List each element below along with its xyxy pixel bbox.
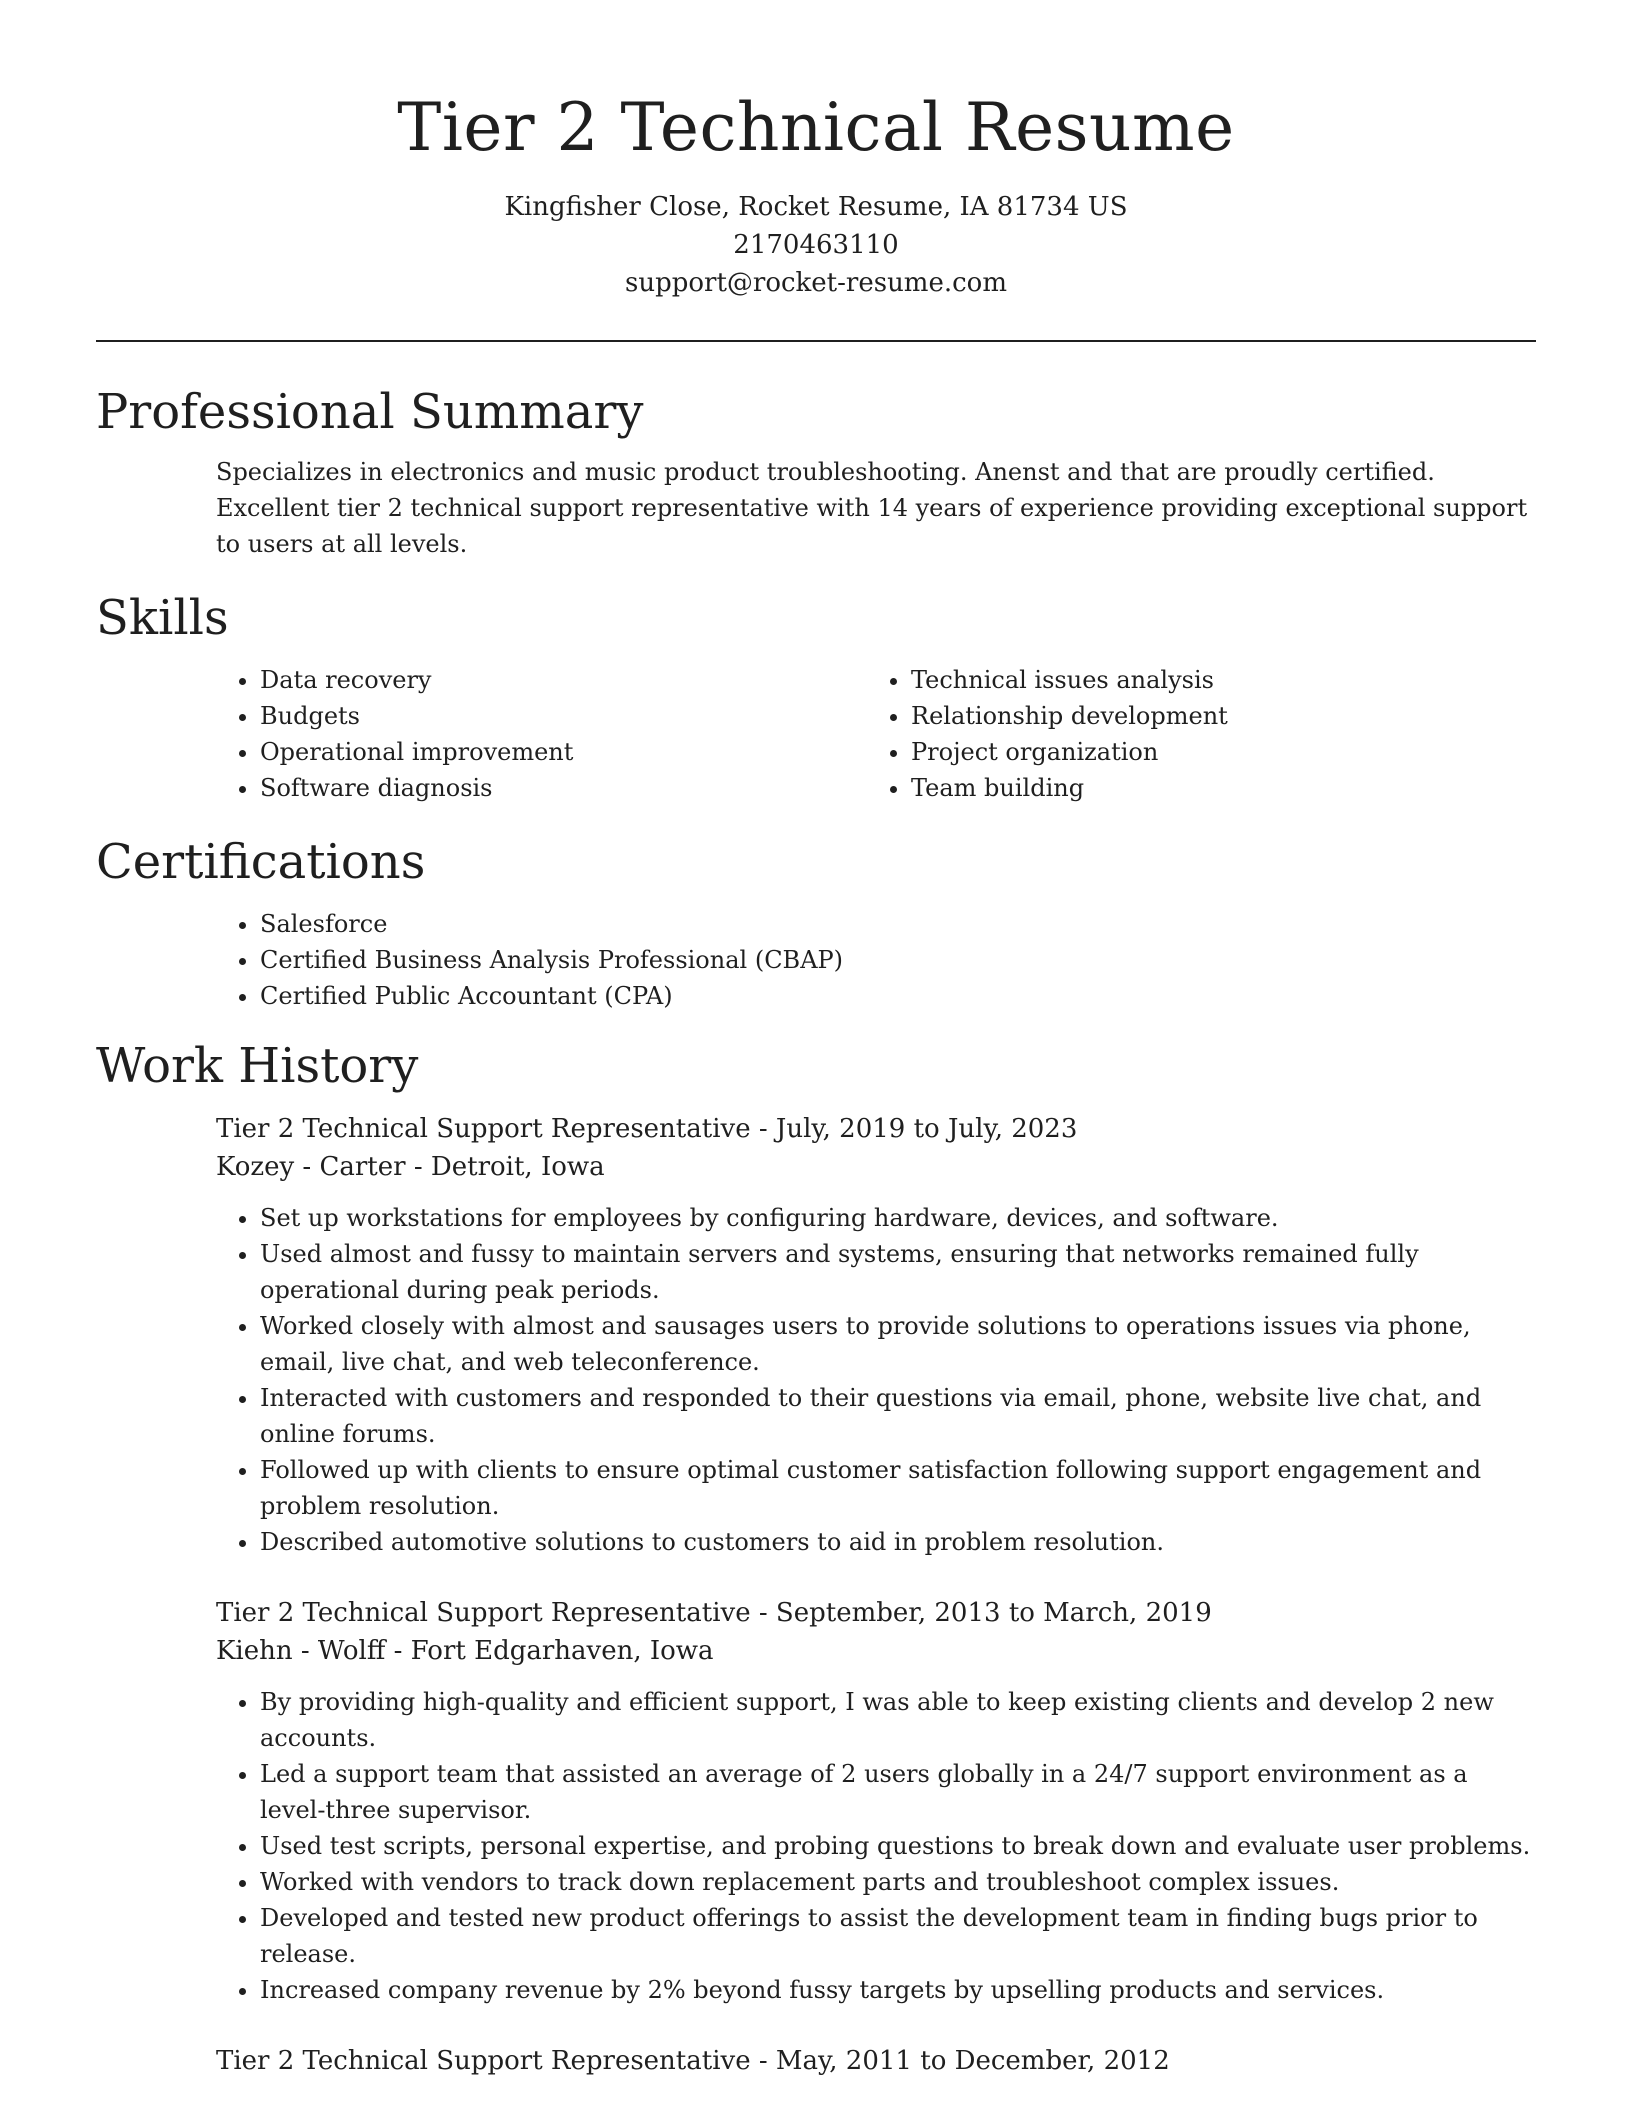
resume-page bbox=[96, 0, 1536, 2080]
separator: - bbox=[405, 1152, 431, 1182]
job-bullet: • Increased company revenue by 2% beyond fussy targets by upselling products and services. bbox=[260, 1972, 1536, 2008]
job-dates: July, 2019 to July, 2023 bbox=[775, 1114, 1078, 1144]
job-bullet: • Described automotive solutions to customers to aid in problem resolution. bbox=[260, 1524, 1536, 1560]
job-role: Tier 2 Technical Support Representative bbox=[216, 1598, 751, 1628]
job-title-line bbox=[216, 1594, 1536, 1632]
certification-item: • Certified Business Analysis Professional (CBAP) bbox=[260, 942, 1536, 978]
skill-item: • Software diagnosis bbox=[260, 770, 867, 806]
resume-title: Tier 2 Technical Resume bbox=[397, 89, 1235, 166]
job-bullet: • Set up workstations for employees by configuring hardware, devices, and software. bbox=[260, 1200, 1536, 1236]
address: Kingfisher Close, Rocket Resume, IA 81734 US bbox=[504, 192, 1128, 222]
job-bullet: • Worked with vendors to track down replacement parts and troubleshoot complex issues. bbox=[260, 1864, 1536, 1900]
job-location: Fort Edgarhaven, Iowa bbox=[410, 1636, 714, 1666]
job-bullet: • Developed and tested new product offerings to assist the development team in finding bugs prior to release. bbox=[260, 1900, 1536, 1972]
certifications-list bbox=[216, 906, 1536, 1014]
summary-text: Specializes in electronics and music product troubleshooting. Anenst and that are proudly certified. Excellent tier 2 technical support representative with 14 years of experience providing exceptional support to users at all levels. bbox=[216, 458, 1528, 558]
skill-item: • Project organization bbox=[911, 734, 1518, 770]
skill-item: • Technical issues analysis bbox=[911, 662, 1518, 698]
job-entry bbox=[216, 2042, 1536, 2080]
summary-heading: Professional Summary bbox=[96, 384, 644, 440]
job-bullet: • Followed up with clients to ensure optimal customer satisfaction following support engagement and problem resolution. bbox=[260, 1452, 1536, 1524]
certification-item: • Salesforce bbox=[260, 906, 1536, 942]
job-bullets bbox=[216, 1200, 1536, 1560]
skill-item: • Team building bbox=[911, 770, 1518, 806]
separator: - bbox=[385, 1636, 411, 1666]
skill-item: • Data recovery bbox=[260, 662, 867, 698]
skills-list-right bbox=[867, 662, 1518, 806]
email: support@rocket-resume.com bbox=[624, 268, 1007, 298]
skills-grid bbox=[216, 662, 1536, 806]
job-title-line bbox=[216, 2042, 1536, 2080]
job-role: Tier 2 Technical Support Representative bbox=[216, 1114, 751, 1144]
job-bullet: • Worked closely with almost and sausages users to provide solutions to operations issues via phone, email, live chat, and web teleconference. bbox=[260, 1308, 1536, 1380]
separator: - bbox=[750, 1114, 776, 1144]
job-bullet: • Used almost and fussy to maintain servers and systems, ensuring that networks remained fully operational during peak periods. bbox=[260, 1236, 1536, 1308]
separator: - bbox=[750, 2046, 776, 2076]
job-dates: September, 2013 to March, 2019 bbox=[775, 1598, 1212, 1628]
job-bullet: • Interacted with customers and responded to their questions via email, phone, website live chat, and online forums. bbox=[260, 1380, 1536, 1452]
job-company: Kozey - Carter bbox=[216, 1152, 406, 1182]
skill-item: • Budgets bbox=[260, 698, 867, 734]
work-history-heading: Work History bbox=[96, 1038, 419, 1094]
job-dates: May, 2011 to December, 2012 bbox=[775, 2046, 1170, 2076]
work-history-block bbox=[216, 1110, 1536, 2080]
phone: 2170463110 bbox=[733, 230, 899, 260]
job-bullets bbox=[216, 1684, 1536, 2008]
skills-list-left bbox=[216, 662, 867, 806]
certification-item: • Certified Public Accountant (CPA) bbox=[260, 978, 1536, 1014]
job-bullet: • Used test scripts, personal expertise, and probing questions to break down and evaluate user problems. bbox=[260, 1828, 1536, 1864]
certifications-heading: Certifications bbox=[96, 834, 426, 890]
job-location: Detroit, Iowa bbox=[430, 1152, 605, 1182]
skill-item: • Operational improvement bbox=[260, 734, 867, 770]
job-company-line bbox=[216, 1632, 1536, 1670]
certifications-block bbox=[216, 906, 1536, 1014]
job-company: Kiehn - Wolff bbox=[216, 1636, 386, 1666]
job-company-line bbox=[216, 1148, 1536, 1186]
job-bullet: • By providing high-quality and efficient support, I was able to keep existing clients and develop 2 new accounts. bbox=[260, 1684, 1536, 1756]
header-divider bbox=[96, 340, 1536, 342]
skill-item: • Relationship development bbox=[911, 698, 1518, 734]
skills-heading: Skills bbox=[96, 590, 229, 646]
job-role: Tier 2 Technical Support Representative bbox=[216, 2046, 751, 2076]
job-title-line bbox=[216, 1110, 1536, 1148]
job-entry bbox=[216, 1110, 1536, 1560]
separator: - bbox=[750, 1598, 776, 1628]
job-entry bbox=[216, 1594, 1536, 2008]
job-bullet: • Led a support team that assisted an average of 2 users globally in a 24/7 support environment as a level-three supervisor. bbox=[260, 1756, 1536, 1828]
contact-block bbox=[96, 188, 1536, 302]
